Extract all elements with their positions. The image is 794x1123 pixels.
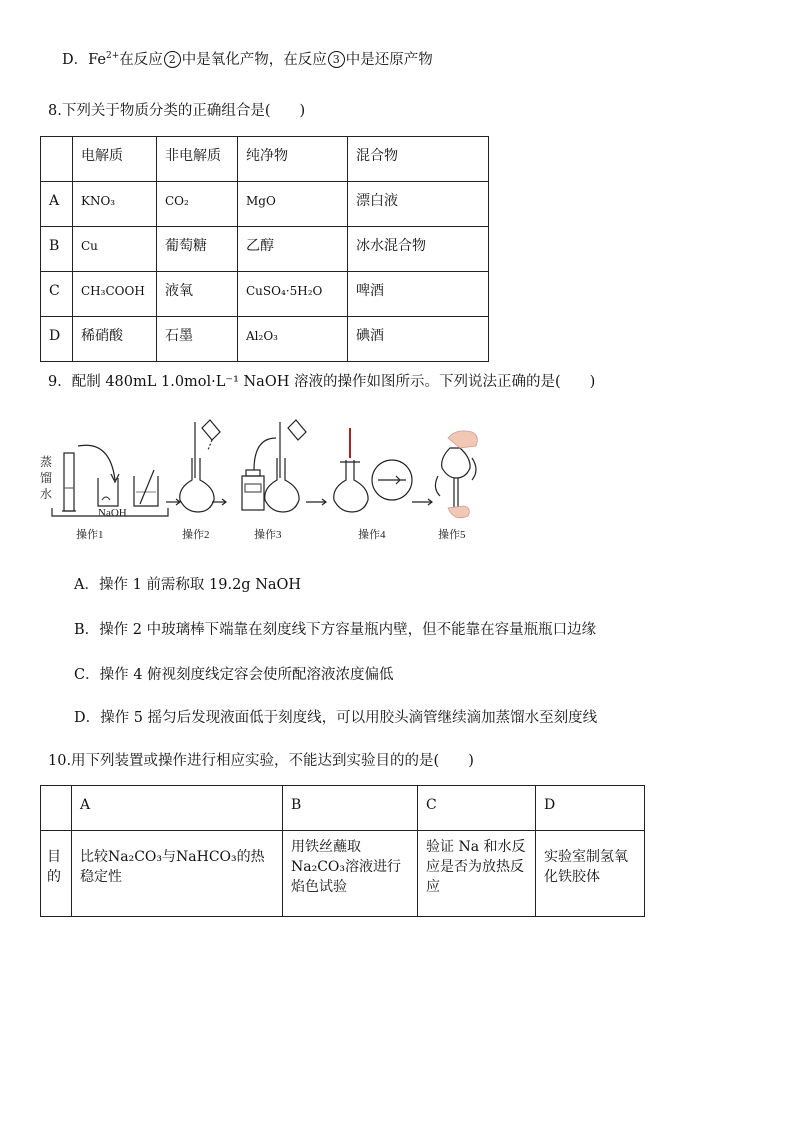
step-label: 操作1: [76, 529, 104, 541]
q8-header-cell: 纯净物: [238, 137, 348, 182]
table-row: [41, 182, 489, 227]
step-label: 操作3: [254, 529, 282, 541]
table-cell: 乙醇: [246, 238, 274, 254]
table-cell: 比较Na₂CO₃与NaHCO₃的热稳定性: [80, 849, 265, 885]
volumetric-flask-icon: [334, 460, 368, 512]
rotate-arrow-icon: [435, 476, 440, 496]
q9-option-d: D．操作 5 摇匀后发现液面低于刻度线，可以用胶头滴管继续滴加蒸馏水至刻度线: [74, 710, 598, 726]
q10-header-cell: C: [426, 797, 437, 813]
option-d-part3: 中是还原产物: [345, 52, 433, 68]
volumetric-flask-icon: [180, 458, 214, 512]
q10-header-cell: A: [80, 797, 91, 813]
option-d-part2: 中是氧化产物，在反应: [181, 52, 327, 68]
table-cell: MgO: [246, 194, 276, 208]
q10-header-cell: D: [544, 797, 556, 813]
inverted-flask-icon: [442, 448, 470, 478]
table-cell: CH₃COOH: [81, 284, 145, 298]
table-cell: 石墨: [165, 328, 193, 344]
table-cell: 漂白液: [356, 193, 398, 209]
q10-table: [40, 785, 645, 917]
row-label: 目的: [47, 849, 61, 885]
table-row: [41, 272, 489, 317]
pour-arrow-icon: [78, 445, 115, 480]
step-label: 操作4: [358, 529, 386, 541]
table-cell: 验证 Na 和水反应是否为放热反应: [426, 839, 526, 895]
q10-header-row: [41, 786, 645, 831]
naoh-label: NaOH: [98, 507, 127, 519]
option-d-part1: 在反应: [119, 52, 163, 68]
table-cell: 液氧: [165, 283, 193, 299]
row-label: C: [49, 283, 60, 299]
q10-title: 10.用下列装置或操作进行相应实验，不能达到实验目的的是( ): [48, 753, 474, 769]
table-cell: 稀硝酸: [81, 328, 123, 344]
table-row: [41, 227, 489, 272]
q10-corner-cell: [41, 786, 72, 831]
step-label: 操作5: [438, 529, 466, 541]
q8-title: 8.下列关于物质分类的正确组合是( ): [48, 103, 306, 119]
graduated-cylinder-icon: [64, 453, 74, 511]
option-d-sup: 2+: [105, 51, 120, 62]
table-cell: CuSO₄·5H₂O: [246, 284, 323, 298]
step-label: 操作2: [182, 529, 210, 541]
table-cell: 啤酒: [356, 283, 384, 299]
table-row: [41, 831, 645, 917]
pouring-beaker-icon: [202, 420, 220, 440]
table-cell: CO₂: [165, 194, 189, 208]
hand-icon: [448, 431, 477, 448]
q8-header-cell: 电解质: [73, 137, 157, 182]
reagent-bottle-icon: [242, 476, 264, 510]
water-label-char: 蒸: [40, 455, 53, 469]
table-cell: 冰水混合物: [356, 238, 426, 254]
q8-header-cell: 混合物: [348, 137, 489, 182]
table-cell: 碘酒: [356, 328, 384, 344]
q9-option-c: C．操作 4 俯视刻度线定容会使所配溶液浓度偏低: [74, 667, 394, 683]
table-cell: KNO₃: [81, 194, 116, 208]
table-cell: Cu: [81, 239, 98, 253]
circled-number-3: 3: [328, 51, 345, 68]
q9-option-a: A．操作 1 前需称取 19.2g NaOH: [74, 577, 302, 593]
table-row: [41, 317, 489, 362]
row-label: A: [49, 193, 60, 209]
q8-header-cell: 非电解质: [157, 137, 238, 182]
q9-option-b: B．操作 2 中玻璃棒下端靠在刻度线下方容量瓶内壁，但不能靠在容量瓶瓶口边缘: [74, 622, 597, 638]
q8-corner-cell: [41, 137, 73, 182]
q8-table: [40, 136, 489, 362]
prev-option-d: [62, 48, 433, 69]
q8-header-row: [41, 137, 489, 182]
q9-title: 9．配制 480mL 1.0mol·L⁻¹ NaOH 溶液的操作如图所示。下列说法正确的是( ): [48, 374, 596, 390]
table-cell: 用铁丝蘸取Na₂CO₃溶液进行焰色试验: [291, 839, 402, 895]
table-cell: Al₂O₃: [246, 329, 278, 343]
row-label: B: [49, 238, 60, 254]
table-cell: 实验室制氢氧化铁胶体: [544, 849, 628, 885]
volumetric-flask-icon: [265, 458, 299, 512]
hand-icon: [448, 506, 469, 518]
option-d-prefix: D．Fe: [62, 52, 106, 68]
table-cell: 葡萄糖: [165, 238, 207, 254]
water-label-char: 馏: [40, 471, 53, 485]
water-label-char: 水: [40, 487, 53, 501]
solution-preparation-diagram: [40, 418, 500, 548]
circled-number-2: 2: [164, 51, 181, 68]
q10-header-cell: B: [291, 797, 302, 813]
row-label: D: [49, 328, 61, 344]
